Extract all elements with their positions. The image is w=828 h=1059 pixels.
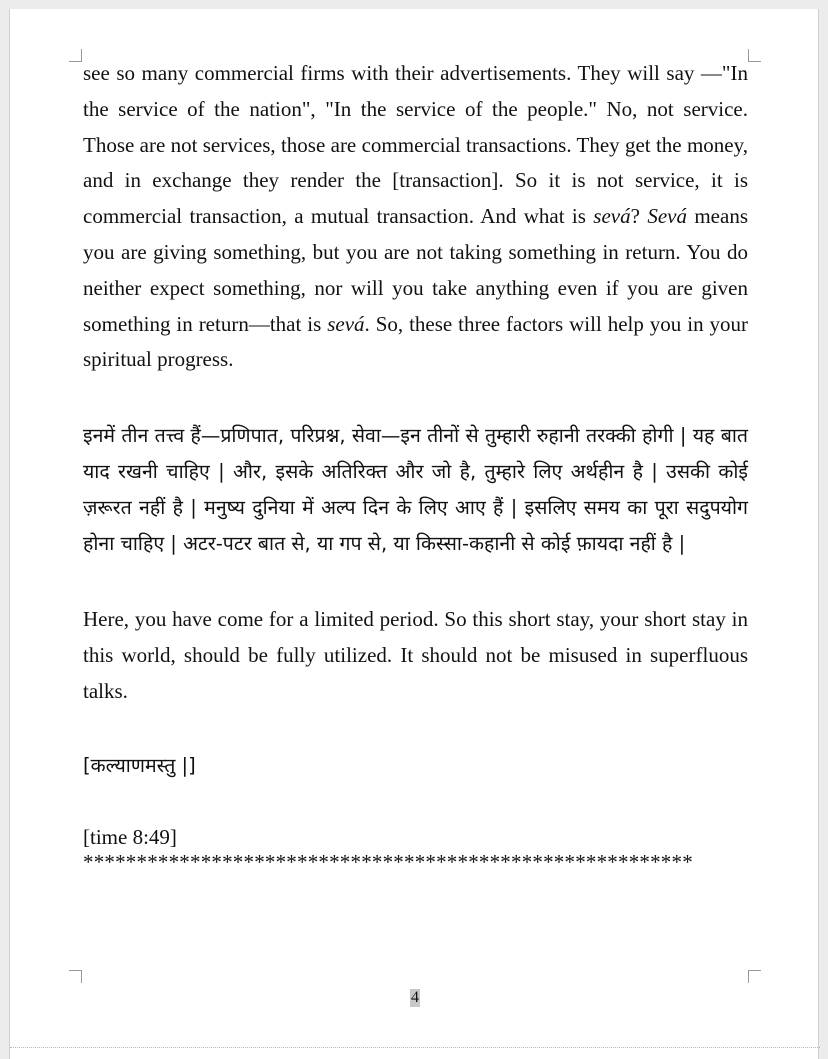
paragraph-gap: [83, 784, 748, 822]
text-run: means you are giving something, but you are not taking something in return. You do neither expect something, nor will you take anything even if you are given something in return—that is: [83, 204, 748, 336]
italic-text-seva: Sevá: [647, 204, 687, 229]
paragraph-hindi[interactable]: इनमें तीन तत्त्व हैं—प्रणिपात, परिप्रश्न, सेवा—इन तीनों से तुम्हारी रुहानी तरक्की होगी | यह बात याद रखनी चाहिए | और, इसके अतिरिक्त और जो है, तुम्हारे लिए अर्थहीन है | उसकी कोई ज़रूरत नहीं है | मनुष्य दुनिया में अल्प दिन के लिए आए हैं | इसलिए समय का पूरा सदुपयोग होना चाहिए | अटर-पटर बात से, या गप से, या किस्सा-कहानी से कोई फ़ायदा नहीं है |: [83, 424, 748, 556]
paragraph-gap: [83, 378, 748, 418]
separator-line[interactable]: *********************************************************: [83, 851, 693, 872]
paragraph-gap: [83, 710, 748, 748]
margin-corner-bottom-left: [69, 970, 82, 983]
page-bottom-edge: [10, 1047, 820, 1049]
text-run: ?: [630, 204, 648, 229]
italic-text-seva: sevá: [327, 311, 365, 336]
paragraph-english-1[interactable]: [83, 56, 748, 378]
blessing-line[interactable]: [कल्याणमस्तु |]: [83, 753, 196, 777]
margin-corner-top-right: [748, 49, 761, 62]
margin-corner-top-left: [69, 49, 82, 62]
time-stamp[interactable]: [time 8:49]: [83, 824, 177, 849]
text-run: see so many commercial firms with their advertisements. They will say —"In the service of the nation", "In the service of the people." No, not service. Those are not services, those are commercial transactions. They get the money, and in exchange they render the [transaction]. So it is not service, it is commercial transaction, a mutual transaction. And what is: [83, 61, 748, 229]
page-number: 4: [411, 989, 419, 1006]
document-page: [9, 9, 819, 1059]
italic-text-seva: sevá: [593, 204, 631, 229]
margin-corner-bottom-right: [748, 970, 761, 983]
text-run: . So, these three factors will help you in your spiritual progress.: [83, 311, 748, 372]
paragraph-english-2[interactable]: Here, you have come for a limited period. So this short stay, your short stay in this world, should be fully utilized. It should not be misused in superfluous talks.: [83, 607, 748, 703]
paragraph-gap: [83, 562, 748, 602]
document-body[interactable]: [83, 56, 748, 872]
